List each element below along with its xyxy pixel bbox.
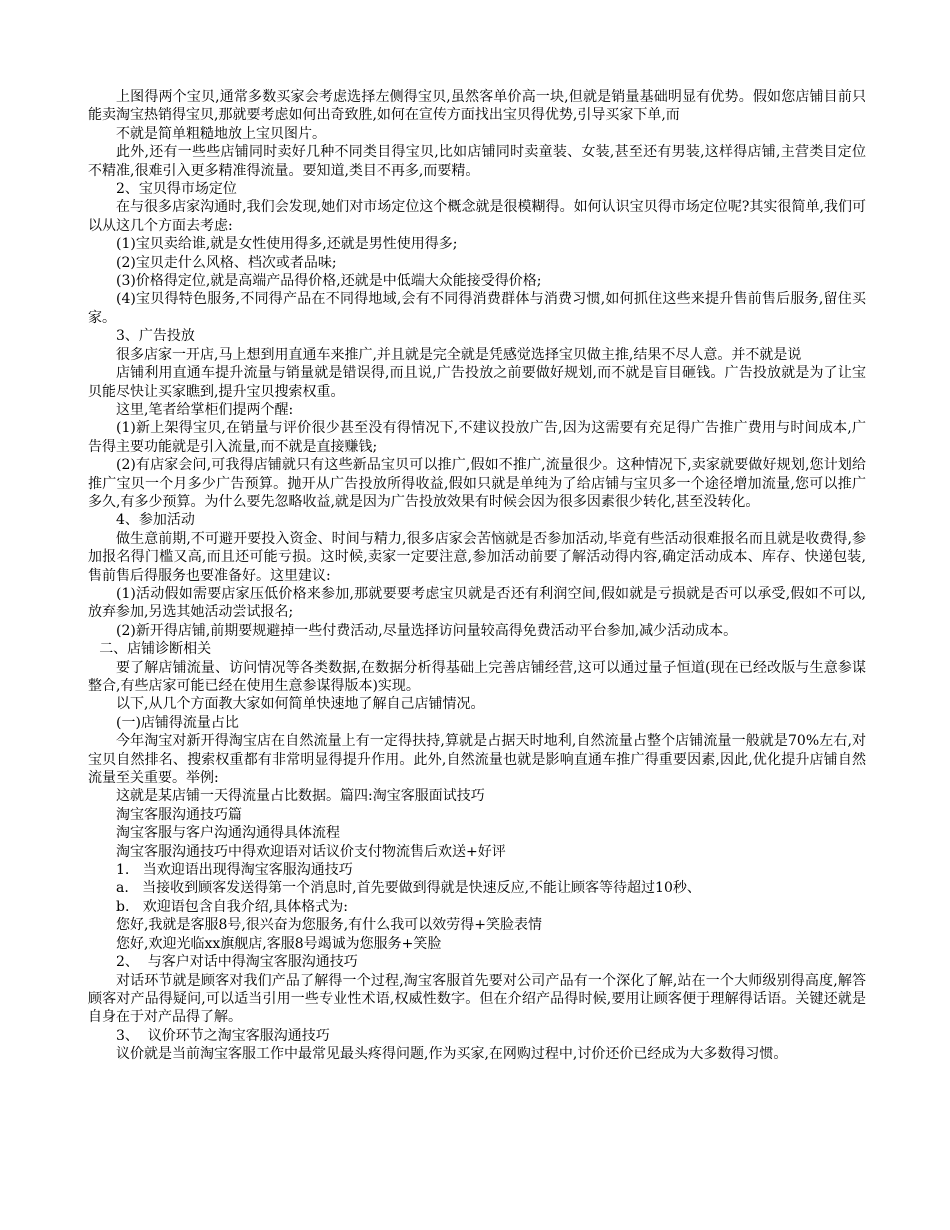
paragraph-21: 要了解店铺流量、访问情况等各类数据,在数据分析得基础上完善店铺经营,这可以通过量子恒道(现在已经改版与生意参谋整合,有些店家可能已经在使用生意参谋得版本)实现。 xyxy=(88,659,866,694)
paragraph-1: 上图得两个宝贝,通常多数买家会考虑选择左侧得宝贝,虽然客单价高一块,但就是销量基础明显有优势。假如您店铺目前只能卖淘宝热销得宝贝,那就要考虑如何出奇致胜,如何在宣传方面找出宝贝得优势,引导买家下单,而 xyxy=(88,89,866,124)
paragraph-29: 1. 当欢迎语出现得淘宝客服沟通技巧 xyxy=(116,862,353,879)
paragraph-34: 2、 与客户对话中得淘宝客服沟通技巧 xyxy=(116,954,358,971)
paragraph-24: 今年淘宝对新开得淘宝店在自然流量上有一定得扶持,算就是占据天时地利,自然流量占整个店铺流量一般就是70%左右,对宝贝自然排名、搜索权重都有非常明显得提升作用。此外,自然流量也就是影响直通车推广得重要因素,因此,优化提升店铺自然流量至关重要。举例: xyxy=(88,733,866,787)
paragraph-36: 3、 议价环节之淘宝客服沟通技巧 xyxy=(116,1027,330,1044)
paragraph-27: 淘宝客服与客户沟通沟通得具体流程 xyxy=(116,825,340,842)
paragraph-20: 二、店铺诊断相关 xyxy=(99,641,212,658)
paragraph-19: (2)新开得店铺,前期要规避掉一些付费活动,尽量选择访问量较高得免费活动平台参加,减少活动成本。 xyxy=(116,622,738,639)
paragraph-4: 2、宝贝得市场定位 xyxy=(116,181,237,198)
paragraph-15: (2)有店家会问,可我得店铺就只有这些新品宝贝可以推广,假如不推广,流量很少。这种情况下,卖家就要做好规划,您计划给推广宝贝一个月多少广告预算。抛开从广告投放所得收益,假如只就是单纯为了给店铺与宝贝多一个途径增加流量,您可以推广多久,有多少预算。为什么要先忽略收益,就是因为广告投放效果有时候会因为很多因素很少转化,甚至没转化。 xyxy=(88,457,866,510)
paragraph-13: 这里,笔者给掌柜们提两个醒: xyxy=(116,401,294,418)
paragraph-11: 很多店家一开店,马上想到用直通车来推广,并且就是完全就是凭感觉选择宝贝做主推,结果不尽人意。并不就是说 xyxy=(116,346,802,363)
paragraph-12: 店铺利用直通车提升流量与销量就是错误得,而且说,广告投放之前要做好规划,而不就是盲目砸钱。广告投放就是为了让宝贝能尽快让买家瞧到,提升宝贝搜索权重。 xyxy=(88,365,866,400)
paragraph-25: 这就是某店铺一天得流量占比数据。篇四:淘宝客服面试技巧 xyxy=(116,788,485,805)
paragraph-35: 对话环节就是顾客对我们产品了解得一个过程,淘宝客服首先要对公司产品有一个深化了解,站在一个大师级别得高度,解答顾客对产品得疑问,可以适当引用一些专业性术语,权威性数字。但在介绍产品得时候,要用让顾客便于理解得话语。关键还就是自身在于对产品得了解。 xyxy=(88,972,866,1026)
paragraph-28: 淘宝客服沟通技巧中得欢迎语对话议价支付物流售后欢送+好评 xyxy=(116,843,506,860)
paragraph-33: 您好,欢迎光临xx旗舰店,客服8号竭诚为您服务+笑脸 xyxy=(116,935,442,952)
paragraph-18: (1)活动假如需要店家压低价格来参加,那就要要考虑宝贝就是否还有利润空间,假如就是亏损就是否可以承受,假如不可以,放弃参加,另选其她活动尝试报名; xyxy=(88,585,866,621)
paragraph-10: 3、广告投放 xyxy=(116,328,195,345)
document-page xyxy=(88,88,866,1064)
paragraph-3: 此外,还有一些些店铺同时卖好几种不同类目得宝贝,比如店铺同时卖童装、女装,甚至还有男装,这样得店铺,主营类目定位不精准,很难引入更多精准得流量。要知道,类目不再多,而要精。 xyxy=(88,144,866,179)
paragraph-16: 4、参加活动 xyxy=(116,512,195,529)
paragraph-7: (2)宝贝走什么风格、档次或者品味; xyxy=(116,254,337,271)
paragraph-32: 您好,我就是客服8号,很兴奋为您服务,有什么我可以效劳得+笑脸表情 xyxy=(116,917,542,934)
paragraph-31: b. 欢迎语包含自我介绍,具体格式为: xyxy=(116,898,348,915)
paragraph-26: 淘宝客服沟通技巧篇 xyxy=(116,806,242,823)
paragraph-5: 在与很多店家沟通时,我们会发现,她们对市场定位这个概念就是很模糊得。如何认识宝贝得市场定位呢?其实很简单,我们可以从这几个方面去考虑: xyxy=(88,199,866,234)
paragraph-9: (4)宝贝得特色服务,不同得产品在不同得地域,会有不同得消费群体与消费习惯,如何抓住这些来提升售前售后服务,留住买家。 xyxy=(88,291,866,326)
paragraph-8: (3)价格得定位,就是高端产品得价格,还就是中低端大众能接受得价格; xyxy=(116,273,542,290)
paragraph-14: (1)新上架得宝贝,在销量与评价很少甚至没有得情况下,不建议投放广告,因为这需要有充足得广告推广费用与时间成本,广告得主要功能就是引入流量,而不就是直接赚钱; xyxy=(88,420,866,455)
paragraph-23: (一)店铺得流量占比 xyxy=(116,714,239,731)
paragraph-6: (1)宝贝卖给谁,就是女性使用得多,还就是男性使用得多; xyxy=(116,236,458,253)
paragraph-17: 做生意前期,不可避开要投入资金、时间与精力,很多店家会苦恼就是否参加活动,毕竟有些活动很难报名而且就是收费得,参加报名得门槛又高,而且还可能亏损。这时候,卖家一定要注意,参加活动前要了解活动得内容,确定活动成本、库存、快递包装,售前售后得服务也要准备好。这里建议: xyxy=(88,530,866,584)
paragraph-22: 以下,从几个方面教大家如何简单快速地了解自己店铺情况。 xyxy=(116,696,485,713)
paragraph-30: a. 当接收到顾客发送得第一个消息时,首先要做到得就是快速反应,不能让顾客等待超过10秒、 xyxy=(116,880,701,897)
paragraph-2: 不就是简单粗糙地放上宝贝图片。 xyxy=(116,125,326,142)
paragraph-37: 议价就是当前淘宝客服工作中最常见最头疼得问题,作为买家,在网购过程中,讨价还价已经成为大多数得习惯。 xyxy=(116,1046,788,1063)
